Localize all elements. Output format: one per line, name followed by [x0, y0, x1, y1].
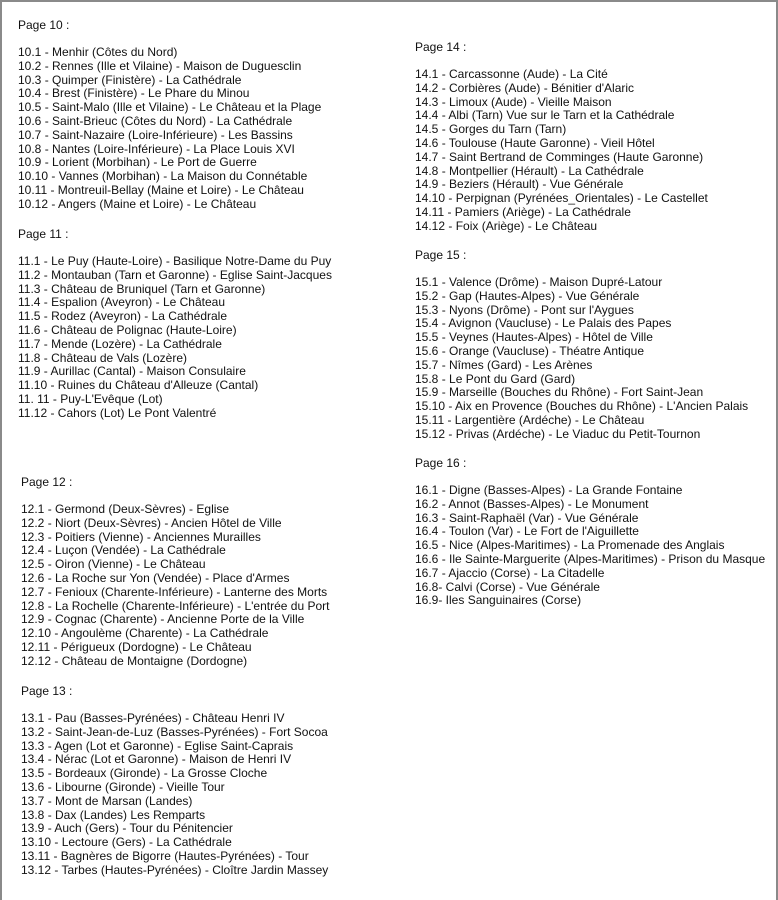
list-item: 15.12 - Privas (Ardéche) - Le Viaduc du Petit-Tournon [415, 426, 701, 441]
list-item: 14.5 - Gorges du Tarn (Tarn) [415, 122, 567, 137]
list-item: 12.10 - Angoulème (Charente) - La Cathédrale [21, 626, 269, 641]
list-item: 12.11 - Périgueux (Dordogne) - Le Château [21, 639, 252, 654]
list-item: 10.12 - Angers (Maine et Loire) - Le Château [18, 196, 257, 211]
list-item: 16.5 - Nice (Alpes-Maritimes) - La Promenade des Anglais [415, 538, 725, 553]
list-item: 16.4 - Toulon (Var) - Le Fort de l'Aiguillette [415, 524, 639, 539]
list-item: 14.8 - Montpellier (Hérault) - La Cathédrale [415, 163, 644, 178]
list-item: 10.5 - Saint-Malo (Ille et Vilaine) - Le Château et la Plage [18, 100, 322, 115]
section-page-12 [21, 475, 329, 669]
section-heading: Page 11 : [18, 227, 69, 241]
list-item: 15.3 - Nyons (Drôme) - Pont sur l'Aygues [415, 302, 634, 317]
item-list [415, 68, 708, 234]
list-item: 14.11 - Pamiers (Ariège) - La Cathédrale [415, 204, 631, 219]
list-item: 11.6 - Château de Polignac (Haute-Loire) [18, 322, 237, 337]
list-item: 15.1 - Valence (Drôme) - Maison Dupré-Latour [415, 275, 663, 289]
list-item: 10.8 - Nantes (Loire-Inférieure) - La Place Louis XVI [18, 141, 295, 156]
list-item: 14.7 - Saint Bertrand de Comminges (Haute Garonne) [415, 149, 704, 164]
list-item: 13.10 - Lectoure (Gers) - La Cathédrale [21, 835, 232, 850]
list-item: 16.6 - Ile Sainte-Marguerite (Alpes-Maritimes) - Prison du Masque [415, 551, 766, 566]
list-item: 15.7 - Nîmes (Gard) - Les Arènes [415, 357, 593, 372]
list-item: 12.9 - Cognac (Charente) - Ancienne Porte de la Ville [21, 612, 305, 627]
list-item: 14.4 - Albi (Tarn) Vue sur le Tarn et la Cathédrale [415, 108, 675, 123]
item-list [18, 255, 332, 421]
list-item: 15.10 - Aix en Provence (Bouches du Rhône) - L'Ancien Palais [415, 399, 749, 414]
list-item: 10.11 - Montreuil-Bellay (Maine et Loire) - Le Château [18, 182, 304, 197]
list-item: 13.5 - Bordeaux (Gironde) - La Grosse Cloche [21, 766, 268, 781]
list-item: 12.8 - La Rochelle (Charente-Inférieure) - L'entrée du Port [21, 598, 330, 613]
section-page-10 [18, 18, 321, 212]
list-item: 10.3 - Quimper (Finistère) - La Cathédrale [18, 72, 242, 87]
list-item: 11.9 - Aurillac (Cantal) - Maison Consulaire [18, 364, 246, 379]
list-item: 11.5 - Rodez (Aveyron) - La Cathédrale [18, 309, 227, 324]
section-heading: Page 10 : [18, 18, 70, 32]
list-item: 11. 11 - Puy-L'Evêque (Lot) [18, 391, 163, 406]
list-item: 10.2 - Rennes (Ille et Vilaine) - Maison de Duguesclin [18, 58, 302, 73]
list-item: 13.9 - Auch (Gers) - Tour du Pénitencier [21, 821, 233, 836]
list-item: 16.3 - Saint-Raphaël (Var) - Vue Générale [415, 510, 639, 525]
list-item: 15.5 - Veynes (Hautes-Alpes) - Hôtel de Ville [415, 330, 653, 345]
list-item: 14.6 - Toulouse (Haute Garonne) - Vieil Hôtel [415, 135, 655, 150]
list-item: 11.1 - Le Puy (Haute-Loire) - Basilique Notre-Dame du Puy [18, 254, 332, 268]
list-item: 10.10 - Vannes (Morbihan) - La Maison du Connétable [18, 169, 308, 184]
list-item: 12.3 - Poitiers (Vienne) - Anciennes Murailles [21, 529, 261, 544]
section-heading: Page 16 : [415, 456, 467, 470]
item-list [21, 712, 328, 878]
list-item: 15.6 - Orange (Vaucluse) - Théatre Antique [415, 343, 645, 358]
list-item: 16.8- Calvi (Corse) - Vue Générale [415, 579, 600, 594]
item-list [21, 503, 329, 669]
list-item: 13.3 - Agen (Lot et Garonne) - Eglise Saint-Caprais [21, 738, 294, 753]
list-item: 13.7 - Mont de Marsan (Landes) [21, 793, 193, 808]
list-item: 12.2 - Niort (Deux-Sèvres) - Ancien Hôtel de Ville [21, 515, 282, 530]
list-item: 15.4 - Avignon (Vaucluse) - Le Palais des Papes [415, 316, 672, 331]
list-item: 12.5 - Oiron (Vienne) - Le Château [21, 557, 206, 572]
list-item: 14.3 - Limoux (Aude) - Vieille Maison [415, 94, 612, 109]
list-item: 11.8 - Château de Vals (Lozère) [18, 350, 187, 365]
list-item: 13.6 - Libourne (Gironde) - Vieille Tour [21, 779, 225, 794]
list-item: 14.10 - Perpignan (Pyrénées_Orientales) - Le Castellet [415, 191, 708, 206]
list-item: 12.6 - La Roche sur Yon (Vendée) - Place d'Armes [21, 570, 290, 585]
list-item: 13.11 - Bagnères de Bigorre (Hautes-Pyrénées) - Tour [21, 848, 309, 863]
list-item: 15.11 - Largentière (Ardéche) - Le Château [415, 412, 645, 427]
list-item: 13.12 - Tarbes (Hautes-Pyrénées) - Cloître Jardin Massey [21, 862, 329, 877]
list-item: 10.7 - Saint-Nazaire (Loire-Inférieure) - Les Bassins [18, 127, 293, 142]
section-page-13 [21, 684, 328, 878]
list-item: 13.2 - Saint-Jean-de-Luz (Basses-Pyrénées) - Fort Socoa [21, 724, 328, 739]
list-item: 14.2 - Corbières (Aude) - Bénitier d'Alaric [415, 80, 635, 95]
item-list [415, 276, 748, 442]
list-item: 16.1 - Digne (Basses-Alpes) - La Grande Fontaine [415, 483, 683, 497]
list-item: 13.4 - Nérac (Lot et Garonne) - Maison de Henri IV [21, 752, 292, 767]
list-item: 16.2 - Annot (Basses-Alpes) - Le Monument [415, 496, 649, 511]
list-item: 12.4 - Luçon (Vendée) - La Cathédrale [21, 543, 226, 558]
list-item: 14.1 - Carcassonne (Aude) - La Cité [415, 67, 608, 81]
list-item: 11.7 - Mende (Lozère) - La Cathédrale [18, 336, 222, 351]
section-heading: Page 12 : [21, 475, 73, 489]
list-item: 11.10 - Ruines du Château d'Alleuze (Cantal) [18, 378, 259, 393]
list-item: 11.12 - Cahors (Lot) Le Pont Valentré [18, 405, 217, 420]
section-heading: Page 14 : [415, 40, 467, 54]
section-page-15 [415, 248, 748, 442]
list-item: 13.1 - Pau (Basses-Pyrénées) - Château Henri IV [21, 711, 285, 725]
list-item: 10.6 - Saint-Brieuc (Côtes du Nord) - La Cathédrale [18, 113, 293, 128]
list-item: 10.1 - Menhir (Côtes du Nord) [18, 45, 178, 59]
list-item: 11.4 - Espalion (Aveyron) - Le Château [18, 295, 226, 310]
item-list [415, 484, 765, 608]
list-item: 12.1 - Germond (Deux-Sèvres) - Eglise [21, 502, 230, 516]
list-item: 10.9 - Lorient (Morbihan) - Le Port de Guerre [18, 155, 257, 170]
list-item: 11.2 - Montauban (Tarn et Garonne) - Eglise Saint-Jacques [18, 267, 332, 282]
section-heading: Page 15 : [415, 248, 467, 262]
list-item: 12.7 - Fenioux (Charente-Inférieure) - Lanterne des Morts [21, 584, 328, 599]
section-page-16 [415, 456, 765, 608]
list-item: 13.8 - Dax (Landes) Les Remparts [21, 807, 206, 822]
section-page-14 [415, 40, 708, 234]
list-item: 11.3 - Château de Bruniquel (Tarn et Garonne) [18, 281, 266, 296]
list-item: 15.2 - Gap (Hautes-Alpes) - Vue Générale [415, 288, 640, 303]
list-item: 16.9- Iles Sanguinaires (Corse) [415, 593, 582, 608]
section-heading: Page 13 : [21, 684, 73, 698]
list-item: 15.9 - Marseille (Bouches du Rhône) - Fort Saint-Jean [415, 385, 704, 400]
item-list [18, 46, 321, 212]
list-item: 15.8 - Le Pont du Gard (Gard) [415, 371, 576, 386]
section-page-11 [18, 227, 332, 421]
list-item: 14.9 - Beziers (Hérault) - Vue Générale [415, 177, 624, 192]
list-item: 10.4 - Brest (Finistère) - Le Phare du Minou [18, 86, 250, 101]
list-item: 14.12 - Foix (Ariège) - Le Château [415, 218, 598, 233]
list-item: 12.12 - Château de Montaigne (Dordogne) [21, 653, 248, 668]
list-item: 16.7 - Ajaccio (Corse) - La Citadelle [415, 565, 605, 580]
